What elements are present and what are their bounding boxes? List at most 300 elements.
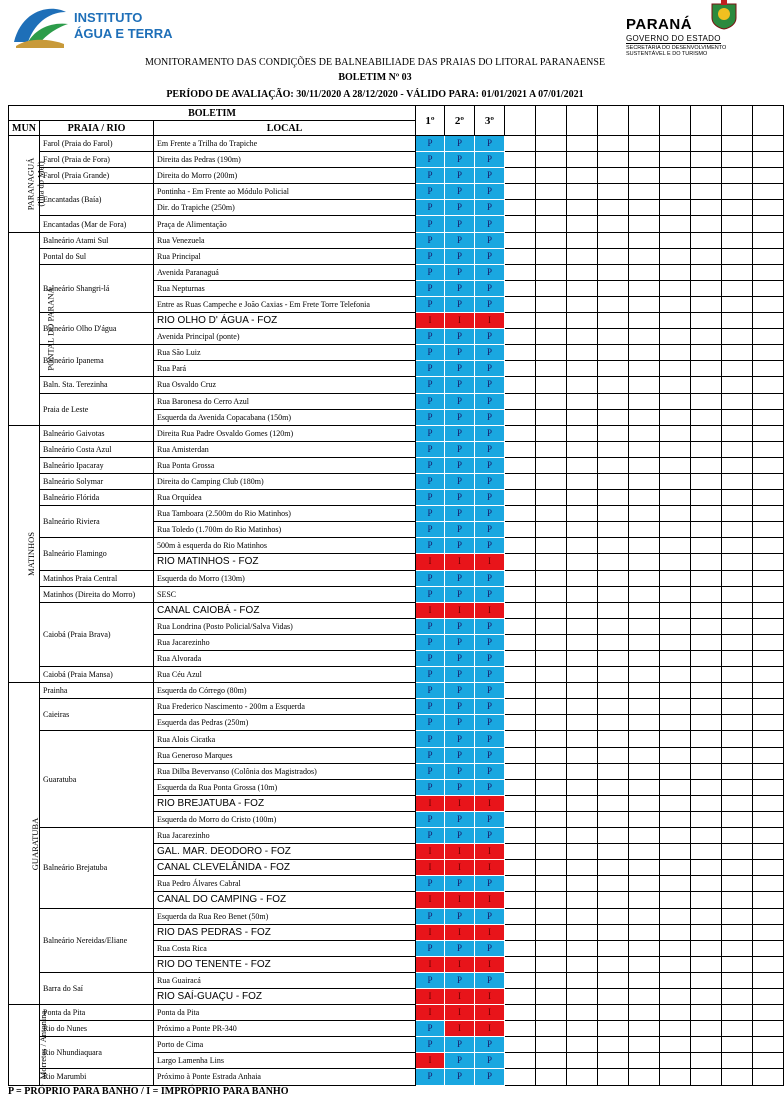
empty-cell: [691, 345, 722, 361]
empty-cell: [691, 473, 722, 489]
status-cell-2: P: [445, 280, 475, 296]
empty-cell: [505, 457, 536, 473]
empty-cell: [598, 393, 629, 409]
empty-cell: [629, 506, 660, 522]
praia-cell: Rio Nhundiaquara: [40, 1037, 154, 1069]
empty-cell: [691, 490, 722, 506]
empty-cell: [753, 296, 784, 312]
local-cell: Avenida Paranaguá: [154, 264, 416, 280]
empty-cell: [505, 699, 536, 715]
praia-cell: Ponta da Pita: [40, 1005, 154, 1021]
status-cell-3: I: [475, 924, 505, 940]
empty-cell: [598, 1021, 629, 1037]
empty-cell: [536, 1037, 567, 1053]
status-cell-1: P: [416, 168, 445, 184]
table-row: [9, 425, 784, 441]
empty-cell: [691, 216, 722, 232]
status-cell-2: P: [445, 811, 475, 827]
empty-cell: [567, 248, 598, 264]
status-cell-3: P: [475, 361, 505, 377]
status-cell-1: P: [416, 1037, 445, 1053]
empty-cell: [536, 908, 567, 924]
praia-cell: Caieiras: [40, 699, 154, 731]
empty-cell: [722, 763, 753, 779]
table-row: [9, 1021, 784, 1037]
table-row: [9, 152, 784, 168]
report-title: MONITORAMENTO DAS CONDIÇÕES DE BALNEABILIADE DAS PRAIAS DO LITORAL PARANAENSE: [144, 57, 606, 68]
empty-cell: [505, 763, 536, 779]
empty-cell: [505, 441, 536, 457]
empty-cell: [598, 490, 629, 506]
empty-cell: [505, 473, 536, 489]
local-cell: Esquerda da Rua Reo Benet (50m): [154, 908, 416, 924]
local-cell: RIO MATINHOS - FOZ: [154, 554, 416, 570]
empty-cell: [505, 152, 536, 168]
empty-cell: [536, 828, 567, 844]
empty-cell: [753, 699, 784, 715]
status-cell-3: P: [475, 763, 505, 779]
empty-cell: [536, 441, 567, 457]
status-cell-1: P: [416, 763, 445, 779]
praia-cell: Pontal do Sul: [40, 248, 154, 264]
local-cell: Direita do Camping Club (180m): [154, 473, 416, 489]
status-cell-3: P: [475, 779, 505, 795]
status-cell-2: P: [445, 522, 475, 538]
municipality-name: GUARATUBA: [30, 817, 41, 870]
empty-cell: [722, 779, 753, 795]
status-cell-3: P: [475, 634, 505, 650]
empty-cell: [753, 409, 784, 425]
status-cell-3: I: [475, 956, 505, 972]
status-cell-2: I: [445, 795, 475, 811]
status-cell-2: P: [445, 828, 475, 844]
empty-cell: [660, 683, 691, 699]
empty-cell: [598, 618, 629, 634]
empty-cell: [660, 296, 691, 312]
status-cell-2: P: [445, 779, 475, 795]
empty-cell: [598, 699, 629, 715]
empty-cell: [567, 860, 598, 876]
status-cell-1: P: [416, 586, 445, 602]
svg-text:ÁGUA E TERRA: ÁGUA E TERRA: [74, 26, 173, 41]
empty-cell: [629, 490, 660, 506]
empty-cell: [505, 715, 536, 731]
praia-cell: Rio Marumbi: [40, 1069, 154, 1085]
praia-cell: Encantadas (Mar de Fora): [40, 216, 154, 232]
table-row: [9, 828, 784, 844]
empty-cell: [660, 554, 691, 570]
status-cell-2: I: [445, 313, 475, 329]
status-cell-3: P: [475, 586, 505, 602]
empty-cell: [753, 634, 784, 650]
table-row: [9, 1005, 784, 1021]
status-cell-2: I: [445, 988, 475, 1004]
status-cell-1: P: [416, 1069, 445, 1085]
empty-cell: [567, 618, 598, 634]
status-cell-1: P: [416, 618, 445, 634]
parana-title: PARANÁ: [626, 16, 693, 33]
empty-cell: [505, 988, 536, 1004]
local-cell: Rua Alois Cicatka: [154, 731, 416, 747]
praia-cell: Balneário Flórida: [40, 490, 154, 506]
status-cell-3: P: [475, 1053, 505, 1069]
empty-cell: [691, 313, 722, 329]
empty-cell: [753, 522, 784, 538]
empty-cell: [629, 473, 660, 489]
status-cell-2: P: [445, 329, 475, 345]
empty-cell: [722, 972, 753, 988]
local-cell: GAL. MAR. DEODORO - FOZ: [154, 844, 416, 860]
empty-cell: [505, 811, 536, 827]
balneability-table: [8, 105, 784, 1086]
empty-cell: [722, 908, 753, 924]
empty-cell: [536, 956, 567, 972]
empty-cell: [567, 570, 598, 586]
empty-cell: [536, 393, 567, 409]
praia-cell: Caiobá (Praia Brava): [40, 602, 154, 666]
local-cell: Esquerda da Avenida Copacabana (150m): [154, 409, 416, 425]
empty-cell: [660, 280, 691, 296]
empty-cell: [536, 264, 567, 280]
empty-cell: [536, 345, 567, 361]
status-cell-2: P: [445, 457, 475, 473]
empty-cell: [598, 988, 629, 1004]
empty-cell: [505, 280, 536, 296]
empty-cell: [722, 731, 753, 747]
empty-cell: [567, 393, 598, 409]
empty-cell: [660, 956, 691, 972]
empty-cell: [598, 1037, 629, 1053]
empty-cell: [722, 1037, 753, 1053]
empty-cell: [629, 1021, 660, 1037]
empty-cell: [722, 1053, 753, 1069]
empty-cell: [536, 457, 567, 473]
praia-cell: Balneário Ipacaray: [40, 457, 154, 473]
praia-cell: Matinhos Praia Central: [40, 570, 154, 586]
local-cell: Esquerda do Córrego (80m): [154, 683, 416, 699]
empty-cell: [505, 972, 536, 988]
empty-cell: [691, 522, 722, 538]
empty-cell: [629, 313, 660, 329]
empty-cell: [629, 538, 660, 554]
status-cell-1: P: [416, 908, 445, 924]
status-cell-3: P: [475, 876, 505, 892]
praia-cell: Rio do Nunes: [40, 1021, 154, 1037]
status-cell-2: P: [445, 490, 475, 506]
empty-cell: [505, 409, 536, 425]
empty-cell: [505, 908, 536, 924]
status-cell-2: P: [445, 876, 475, 892]
table-row: [9, 1069, 784, 1085]
status-cell-3: P: [475, 747, 505, 763]
empty-cell: [660, 651, 691, 667]
praia-cell: Balneário Atami Sul: [40, 232, 154, 248]
status-cell-3: P: [475, 828, 505, 844]
empty-cell: [629, 699, 660, 715]
empty-cell: [598, 956, 629, 972]
empty-cell: [536, 972, 567, 988]
praia-cell: Balneário Brejatuba: [40, 828, 154, 908]
status-cell-2: P: [445, 248, 475, 264]
status-cell-1: P: [416, 409, 445, 425]
empty-cell: [753, 280, 784, 296]
empty-cell: [567, 844, 598, 860]
status-cell-3: P: [475, 908, 505, 924]
empty-cell: [567, 522, 598, 538]
empty-cell: [753, 345, 784, 361]
empty-cell: [660, 313, 691, 329]
empty-cell: [722, 457, 753, 473]
empty-cell: [660, 473, 691, 489]
empty-cell: [598, 811, 629, 827]
praia-cell: Balneário Solymar: [40, 473, 154, 489]
status-cell-2: P: [445, 699, 475, 715]
table-row: [9, 345, 784, 361]
status-cell-1: P: [416, 828, 445, 844]
status-cell-1: P: [416, 377, 445, 393]
empty-cell: [691, 763, 722, 779]
empty-cell: [629, 892, 660, 908]
empty-cell: [629, 683, 660, 699]
status-cell-1: P: [416, 296, 445, 312]
status-cell-2: I: [445, 1005, 475, 1021]
status-cell-2: P: [445, 570, 475, 586]
empty-cell: [722, 860, 753, 876]
local-cell: Próximo a Ponte PR-340: [154, 1021, 416, 1037]
status-cell-2: P: [445, 152, 475, 168]
status-cell-2: P: [445, 634, 475, 650]
empty-cell: [567, 924, 598, 940]
status-cell-3: I: [475, 1005, 505, 1021]
local-cell: Rua Osvaldo Cruz: [154, 377, 416, 393]
empty-cell: [505, 795, 536, 811]
empty-cell: [567, 136, 598, 152]
empty-cell: [722, 811, 753, 827]
praia-cell: Balneário Ipanema: [40, 345, 154, 377]
table-row: [9, 441, 784, 457]
empty-cell: [598, 844, 629, 860]
empty-cell: [536, 554, 567, 570]
table-row: [9, 248, 784, 264]
empty-cell: [505, 136, 536, 152]
empty-cell: [505, 667, 536, 683]
table-row: [9, 667, 784, 683]
empty-cell: [598, 232, 629, 248]
empty-cell: [505, 232, 536, 248]
status-cell-1: P: [416, 634, 445, 650]
empty-cell: [629, 457, 660, 473]
empty-cell: [536, 940, 567, 956]
empty-cell: [598, 506, 629, 522]
empty-cell: [660, 248, 691, 264]
local-cell: Rua Costa Rica: [154, 940, 416, 956]
empty-cell: [722, 361, 753, 377]
local-cell: Rua Pará: [154, 361, 416, 377]
empty-cell: [536, 538, 567, 554]
table-row: [9, 972, 784, 988]
empty-cell: [753, 232, 784, 248]
svg-text:INSTITUTO: INSTITUTO: [74, 10, 143, 25]
empty-cell: [505, 892, 536, 908]
empty-cell: [629, 988, 660, 1004]
status-cell-2: P: [445, 651, 475, 667]
empty-cell: [536, 490, 567, 506]
empty-cell: [660, 570, 691, 586]
status-cell-3: P: [475, 972, 505, 988]
status-cell-1: P: [416, 522, 445, 538]
local-cell: Rua Amisterdan: [154, 441, 416, 457]
empty-cell: [567, 892, 598, 908]
empty-cell: [536, 618, 567, 634]
empty-cell: [691, 618, 722, 634]
status-cell-3: I: [475, 1021, 505, 1037]
local-cell: RIO BREJATUBA - FOZ: [154, 795, 416, 811]
empty-cell: [753, 651, 784, 667]
empty-cell: [536, 860, 567, 876]
local-cell: Rua Venezuela: [154, 232, 416, 248]
col-header-2: 2º: [445, 106, 475, 136]
empty-cell: [753, 377, 784, 393]
empty-cell: [691, 586, 722, 602]
empty-cell: [567, 634, 598, 650]
local-cell: CANAL CAIOBÁ - FOZ: [154, 602, 416, 618]
empty-cell: [567, 313, 598, 329]
empty-cell: [536, 200, 567, 216]
empty-cell: [567, 506, 598, 522]
empty-cell: [536, 280, 567, 296]
status-cell-2: I: [445, 860, 475, 876]
status-cell-1: P: [416, 506, 445, 522]
municipality-cell: [9, 1005, 49, 1085]
empty-cell: [629, 634, 660, 650]
status-cell-1: P: [416, 152, 445, 168]
status-cell-1: P: [416, 570, 445, 586]
status-cell-3: P: [475, 184, 505, 200]
empty-cell: [536, 425, 567, 441]
local-cell: Pontinha - Em Frente ao Módulo Policial: [154, 184, 416, 200]
empty-cell: [753, 1069, 784, 1085]
status-cell-2: P: [445, 940, 475, 956]
empty-cell: [722, 377, 753, 393]
status-cell-3: P: [475, 216, 505, 232]
status-cell-2: P: [445, 763, 475, 779]
empty-cell: [505, 554, 536, 570]
empty-cell: [598, 1069, 629, 1085]
status-cell-3: P: [475, 168, 505, 184]
empty-cell: [753, 988, 784, 1004]
empty-cell: [536, 988, 567, 1004]
empty-cell: [598, 634, 629, 650]
empty-cell: [598, 828, 629, 844]
empty-cell: [753, 618, 784, 634]
empty-cell: [722, 876, 753, 892]
table-row: [9, 457, 784, 473]
empty-cell: [629, 651, 660, 667]
empty-cell: [660, 1005, 691, 1021]
status-cell-1: P: [416, 264, 445, 280]
empty-cell: [753, 811, 784, 827]
empty-cell: [536, 715, 567, 731]
empty-cell: [691, 168, 722, 184]
empty-cell: [691, 731, 722, 747]
empty-cell: [598, 1053, 629, 1069]
local-cell: RIO DO TENENTE - FOZ: [154, 956, 416, 972]
empty-cell: [598, 313, 629, 329]
empty-cell: [567, 473, 598, 489]
local-cell: Entre as Ruas Campeche e João Caxias - Em Frete Torre Telefonia: [154, 296, 416, 312]
empty-cell: [753, 956, 784, 972]
status-cell-3: P: [475, 457, 505, 473]
empty-cell: [691, 844, 722, 860]
empty-cell: [722, 1005, 753, 1021]
empty-cell: [691, 441, 722, 457]
status-cell-3: I: [475, 988, 505, 1004]
empty-cell: [660, 136, 691, 152]
praia-cell: Matinhos (Direita do Morro): [40, 586, 154, 602]
empty-cell: [753, 715, 784, 731]
empty-cell: [567, 811, 598, 827]
empty-cell: [691, 1069, 722, 1085]
empty-cell: [691, 457, 722, 473]
status-cell-3: P: [475, 618, 505, 634]
empty-cell: [691, 152, 722, 168]
empty-cell: [660, 618, 691, 634]
local-cell: 500m à esquerda do Rio Matinhos: [154, 538, 416, 554]
empty-cell: [722, 473, 753, 489]
empty-cell: [505, 844, 536, 860]
status-cell-2: P: [445, 136, 475, 152]
empty-cell: [753, 136, 784, 152]
empty-cell: [598, 715, 629, 731]
empty-cell: [691, 184, 722, 200]
empty-cell: [753, 763, 784, 779]
empty-cell: [753, 425, 784, 441]
empty-cell: [660, 731, 691, 747]
empty-cell: [753, 216, 784, 232]
table-row: [9, 683, 784, 699]
municipality-cell: [9, 683, 40, 1005]
empty-cell: [598, 377, 629, 393]
empty-cell: [567, 602, 598, 618]
empty-cell: [629, 972, 660, 988]
empty-cell: [722, 1069, 753, 1085]
status-cell-2: P: [445, 361, 475, 377]
table-row: [9, 393, 784, 409]
status-cell-1: I: [416, 313, 445, 329]
empty-cell: [660, 1069, 691, 1085]
status-cell-1: I: [416, 860, 445, 876]
empty-cell: [629, 441, 660, 457]
empty-cell: [753, 313, 784, 329]
table-row: [9, 168, 784, 184]
empty-cell: [598, 473, 629, 489]
empty-cell: [567, 763, 598, 779]
empty-cell: [753, 779, 784, 795]
status-cell-1: I: [416, 988, 445, 1004]
status-cell-2: P: [445, 618, 475, 634]
empty-cell: [598, 779, 629, 795]
local-cell: Rua Guairacá: [154, 972, 416, 988]
empty-cell: [598, 924, 629, 940]
empty-cell: [691, 200, 722, 216]
empty-cell: [753, 828, 784, 844]
empty-cell: [629, 296, 660, 312]
governo-subtitle: GOVERNO DO ESTADO: [626, 34, 721, 43]
empty-cell: [505, 393, 536, 409]
local-cell: Ponta da Pita: [154, 1005, 416, 1021]
empty-cell: [722, 506, 753, 522]
local-cell: Próximo à Ponte Estrada Anhaia: [154, 1069, 416, 1085]
